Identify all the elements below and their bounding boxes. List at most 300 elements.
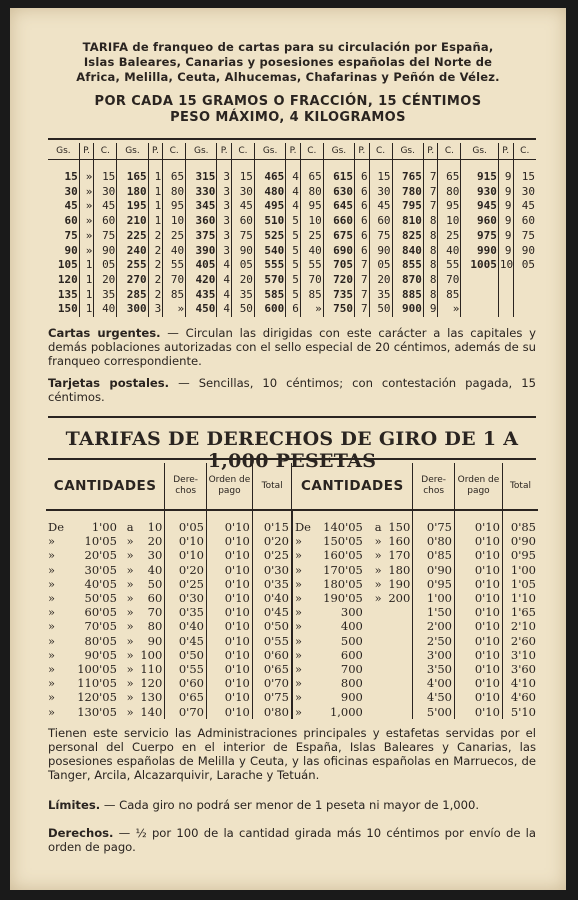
service-note: Tienen este servicio las Administraciones principales y estafetas servidas por el personal del Cuerpo en el interior de España, Islas Baleares y Canarias, las posesiones españolas de Melilla y Ceuta, y las oficinas españolas en Marruecos, de Tanger, Arcila, Alcazarquivir, Larache y Tetuán. <box>48 726 536 782</box>
to-label: » <box>126 633 134 648</box>
urgent-text: — Circulan las dirigidas con este carácter a las capitales y demás poblaciones autorizadas con el sello especial de 20 céntimos, además de su franqueo correspondiente. <box>48 326 536 368</box>
amount-from: 80'05 <box>84 633 117 648</box>
price-centimos: 05 <box>521 258 535 272</box>
weight-grams: 540 <box>254 244 285 259</box>
rights-note <box>48 826 536 854</box>
price-pesetas: 7 <box>355 273 370 288</box>
amount-to: 170 <box>384 548 413 562</box>
price-centimos: 40 <box>438 244 461 259</box>
price-pesetas: 7 <box>355 258 370 273</box>
price-pesetas: 3 <box>217 229 232 244</box>
amount-from: 70'05 <box>84 619 117 634</box>
price-centimos: 35 <box>94 288 117 303</box>
rights-value: 0'35 <box>165 605 207 619</box>
to-label: a <box>126 520 134 534</box>
price-centimos: 25 <box>163 229 186 244</box>
price-centimos: 75 <box>521 228 535 242</box>
header-text <box>10 40 566 85</box>
amount-to: 140 <box>136 705 165 719</box>
from-label: » <box>294 534 302 549</box>
max-weight-line: PESO MÁXIMO, 4 KILOGRAMOS <box>170 110 406 125</box>
price-pesetas: 9 <box>498 199 513 214</box>
weight-grams: 240 <box>117 244 148 259</box>
rights-value: 0'20 <box>165 563 207 577</box>
price-pesetas: 9 <box>498 160 513 185</box>
price-pesetas: 8 <box>423 288 438 303</box>
total-value: 0'75 <box>252 690 292 704</box>
to-label <box>365 662 384 676</box>
price-centimos: 20 <box>94 273 117 288</box>
price-pesetas: 8 <box>423 273 438 288</box>
weight-col-header: Gs. <box>117 143 148 160</box>
price-centimos: 30 <box>369 185 392 200</box>
weight-grams: 720 <box>323 273 354 288</box>
rights-value: 3'00 <box>413 648 455 662</box>
giro-row <box>46 619 538 633</box>
rights-value: 0'10 <box>165 548 207 562</box>
amount-to: 110 <box>136 662 165 676</box>
total-value: 1'10 <box>510 591 536 606</box>
price-centimos: 10 <box>300 214 323 229</box>
from-label: » <box>48 662 56 677</box>
weight-grams: 75 <box>48 229 79 244</box>
limits-label: Límites. <box>48 798 101 812</box>
weight-col-header: C. <box>513 143 536 160</box>
from-label: De <box>294 520 311 534</box>
order-value: 0'10 <box>206 510 252 534</box>
price-centimos: 70 <box>163 273 186 288</box>
amount-from: 300 <box>340 605 363 620</box>
weight-grams <box>461 273 499 288</box>
amount-from: 40'05 <box>84 576 117 591</box>
amount-from: 700 <box>340 662 363 677</box>
from-label: » <box>48 591 56 606</box>
weight-grams: 600 <box>254 302 285 317</box>
total-value: 0'65 <box>252 662 292 676</box>
weight-grams: 945 <box>461 199 499 214</box>
rights-value: 0'90 <box>413 563 455 577</box>
price-pesetas: 2 <box>148 258 163 273</box>
weight-row <box>48 302 536 317</box>
price-pesetas: 6 <box>355 229 370 244</box>
to-label: » <box>126 562 134 577</box>
weight-grams: 525 <box>254 229 285 244</box>
weight-grams: 960 <box>461 214 499 229</box>
price-pesetas: 4 <box>217 288 232 303</box>
from-label: » <box>294 662 302 677</box>
order-value: 0'10 <box>455 705 503 719</box>
rights-value: 0'25 <box>165 577 207 591</box>
price-centimos: 15 <box>94 160 117 185</box>
weight-grams: 120 <box>48 273 79 288</box>
order-value: 0'10 <box>206 548 252 562</box>
amount-from: 170'05 <box>323 562 363 577</box>
amount-to: 150 <box>384 510 413 534</box>
price-centimos: 10 <box>163 214 186 229</box>
from-label: » <box>294 562 302 577</box>
header-line-3: Africa, Melilla, Ceuta, Alhucemas, Chafarinas y Peñón de Vélez. <box>76 70 500 84</box>
from-label: » <box>48 576 56 591</box>
amount-to: 70 <box>136 605 165 619</box>
giro-row <box>46 548 538 562</box>
total-value: 2'60 <box>510 633 536 648</box>
rights-value: 0'60 <box>165 676 207 690</box>
weight-row <box>48 244 536 259</box>
header-line-1: TARIFA de franqueo de cartas para su circulación por España, <box>82 40 494 54</box>
price-centimos <box>513 288 536 303</box>
price-pesetas: 5 <box>286 273 301 288</box>
price-centimos <box>513 302 536 317</box>
to-label: » <box>126 576 134 591</box>
weight-col-header: P. <box>355 143 370 160</box>
divider <box>48 458 536 460</box>
price-pesetas: 7 <box>423 185 438 200</box>
price-centimos: 80 <box>163 185 186 200</box>
rights-label: Derechos. <box>48 826 114 840</box>
from-label: » <box>48 548 56 563</box>
price-centimos: 70 <box>300 273 323 288</box>
price-pesetas: 4 <box>217 302 232 317</box>
amount-to: 90 <box>136 634 165 648</box>
price-pesetas: 1 <box>79 288 94 303</box>
giro-row <box>46 510 538 534</box>
total-header: Total <box>252 463 292 510</box>
price-centimos: 90 <box>232 244 255 259</box>
price-centimos: 75 <box>94 229 117 244</box>
order-value: 0'10 <box>206 563 252 577</box>
price-centimos: 60 <box>232 214 255 229</box>
order-value: 0'10 <box>206 662 252 676</box>
total-value: 0'45 <box>252 605 292 619</box>
price-centimos: 95 <box>438 199 461 214</box>
from-label: » <box>294 591 302 606</box>
weight-grams: 885 <box>392 288 423 303</box>
to-label: » <box>126 690 134 705</box>
total-value: 5'10 <box>510 704 536 719</box>
from-label: » <box>294 605 302 620</box>
amount-to: 100 <box>136 648 165 662</box>
weight-grams: 915 <box>461 160 499 185</box>
weight-grams: 135 <box>48 288 79 303</box>
weight-grams: 105 <box>48 258 79 273</box>
total-value: 3'10 <box>510 647 536 662</box>
amount-to: 50 <box>136 577 165 591</box>
price-centimos: 80 <box>438 185 461 200</box>
price-pesetas: 3 <box>217 199 232 214</box>
weight-row <box>48 258 536 273</box>
price-centimos: » <box>438 302 461 317</box>
total-value: 0'55 <box>252 634 292 648</box>
to-label: » <box>374 562 382 577</box>
price-centimos: 30 <box>94 185 117 200</box>
price-pesetas: 4 <box>217 273 232 288</box>
to-label <box>365 705 384 719</box>
weight-col-header: C. <box>300 143 323 160</box>
weight-grams: 480 <box>254 185 285 200</box>
to-label: » <box>126 605 134 620</box>
postcards-note <box>48 376 536 404</box>
rights-value: 2'50 <box>413 634 455 648</box>
urgent-letters-note <box>48 326 536 368</box>
weight-grams: 855 <box>392 258 423 273</box>
amount-to: 120 <box>136 676 165 690</box>
to-label: » <box>126 647 134 662</box>
order-value: 0'10 <box>455 577 503 591</box>
amount-to: 200 <box>384 591 413 605</box>
price-pesetas: 3 <box>217 214 232 229</box>
weight-grams: 900 <box>392 302 423 317</box>
amount-from: 1,000 <box>329 704 363 719</box>
rights-value: 0'10 <box>165 534 207 548</box>
rights-value: 0'50 <box>165 648 207 662</box>
amount-to: 20 <box>136 534 165 548</box>
price-centimos: 65 <box>163 160 186 185</box>
price-pesetas: 8 <box>423 258 438 273</box>
weight-row <box>48 288 536 303</box>
weight-grams: 375 <box>186 229 217 244</box>
urgent-label: Cartas urgentes. <box>48 326 161 340</box>
price-pesetas: 3 <box>217 160 232 185</box>
price-centimos: 05 <box>369 258 392 273</box>
price-pesetas: 2 <box>148 273 163 288</box>
total-value: 0'80 <box>252 705 292 719</box>
order-value: 0'10 <box>206 648 252 662</box>
amount-to <box>384 648 413 662</box>
from-label: » <box>294 633 302 648</box>
total-value: 0'40 <box>252 591 292 605</box>
order-value: 0'10 <box>455 510 503 534</box>
rights-header: Dere- chos <box>413 463 455 510</box>
price-centimos: 40 <box>94 302 117 317</box>
rights-value: 0'65 <box>165 690 207 704</box>
price-centimos: 70 <box>438 273 461 288</box>
amount-from: 100'05 <box>77 662 117 677</box>
rights-value: 4'50 <box>413 690 455 704</box>
amount-from: 20'05 <box>84 548 117 563</box>
weight-grams: 570 <box>254 273 285 288</box>
weight-col-header: Gs. <box>186 143 217 160</box>
order-value: 0'10 <box>455 619 503 633</box>
price-pesetas <box>498 273 513 288</box>
from-label: » <box>48 647 56 662</box>
amount-to <box>384 662 413 676</box>
from-label: » <box>294 647 302 662</box>
total-value: 1'00 <box>510 562 536 577</box>
weight-row <box>48 229 536 244</box>
to-label: a <box>374 520 382 534</box>
from-label: De <box>48 520 65 534</box>
weight-grams: 255 <box>117 258 148 273</box>
weight-grams: 345 <box>186 199 217 214</box>
amount-to: 160 <box>384 534 413 548</box>
rights-value: 1'00 <box>413 591 455 605</box>
giro-row <box>46 591 538 605</box>
weight-col-header: C. <box>94 143 117 160</box>
price-pesetas: 7 <box>355 288 370 303</box>
to-label <box>365 605 384 619</box>
weight-col-header: Gs. <box>392 143 423 160</box>
price-centimos: 65 <box>300 160 323 185</box>
weight-col-header: Gs. <box>254 143 285 160</box>
price-centimos <box>513 273 536 288</box>
amount-from: 120'05 <box>77 690 117 705</box>
from-label: » <box>48 676 56 691</box>
price-centimos: 30 <box>232 185 255 200</box>
order-value: 0'10 <box>455 676 503 690</box>
price-pesetas: 2 <box>148 288 163 303</box>
price-pesetas: » <box>79 229 94 244</box>
price-pesetas: » <box>79 185 94 200</box>
rate-line: POR CADA 15 GRAMOS O FRACCIÓN, 15 CÉNTIMOS <box>94 94 482 109</box>
rights-header: Dere- chos <box>165 463 207 510</box>
price-pesetas: 1 <box>79 302 94 317</box>
divider <box>48 138 536 140</box>
giro-row <box>46 648 538 662</box>
price-centimos: 40 <box>300 244 323 259</box>
weight-col-header: C. <box>438 143 461 160</box>
price-centimos: 25 <box>438 229 461 244</box>
price-pesetas: 9 <box>498 185 513 200</box>
amount-from: 50'05 <box>84 591 117 606</box>
price-pesetas: 8 <box>423 214 438 229</box>
to-label: » <box>126 534 134 549</box>
amount-from: 190'05 <box>323 591 363 606</box>
price-pesetas: 8 <box>423 244 438 259</box>
amount-from: 110'05 <box>77 676 117 691</box>
weight-col-header: P. <box>79 143 94 160</box>
price-pesetas: » <box>79 199 94 214</box>
order-value: 0'10 <box>206 577 252 591</box>
weight-grams: 90 <box>48 244 79 259</box>
weight-col-header: C. <box>232 143 255 160</box>
weight-row <box>48 199 536 214</box>
weight-grams: 975 <box>461 229 499 244</box>
from-label: » <box>48 633 56 648</box>
price-pesetas: 6 <box>355 160 370 185</box>
weight-grams: 315 <box>186 160 217 185</box>
price-pesetas: 5 <box>286 229 301 244</box>
weight-grams: 555 <box>254 258 285 273</box>
weight-grams: 810 <box>392 214 423 229</box>
amount-from: 60'05 <box>84 605 117 620</box>
to-label <box>365 690 384 704</box>
weight-grams: 180 <box>117 185 148 200</box>
weight-col-header: C. <box>369 143 392 160</box>
giro-row <box>46 605 538 619</box>
weight-col-header: P. <box>498 143 513 160</box>
order-value: 0'10 <box>206 690 252 704</box>
to-label: » <box>126 591 134 606</box>
price-centimos: 20 <box>232 273 255 288</box>
weight-row <box>48 273 536 288</box>
amount-from: 500 <box>340 633 363 648</box>
total-value: 2'10 <box>510 619 536 634</box>
price-pesetas: 10 <box>499 258 514 272</box>
weight-grams: 390 <box>186 244 217 259</box>
price-centimos: 55 <box>163 258 186 273</box>
price-centimos: 15 <box>369 160 392 185</box>
to-label: » <box>126 676 134 691</box>
price-pesetas: 5 <box>286 258 301 273</box>
rights-value: 3'50 <box>413 662 455 676</box>
weight-grams: 210 <box>117 214 148 229</box>
price-centimos: 75 <box>369 229 392 244</box>
rights-value: 0'30 <box>165 591 207 605</box>
order-value: 0'10 <box>206 605 252 619</box>
payment-order-header: Orden de pago <box>206 463 252 510</box>
weight-grams <box>461 288 499 303</box>
amount-to: 180 <box>384 563 413 577</box>
weight-row <box>48 185 536 200</box>
order-value: 0'10 <box>455 662 503 676</box>
from-label: » <box>294 690 302 705</box>
price-centimos: 55 <box>300 258 323 273</box>
total-value: 0'60 <box>252 648 292 662</box>
to-label: » <box>374 576 382 591</box>
price-centimos: 95 <box>163 199 186 214</box>
rights-value: 5'00 <box>413 705 455 719</box>
amount-to: 60 <box>136 591 165 605</box>
order-value: 0'10 <box>206 619 252 633</box>
amount-to: 80 <box>136 619 165 633</box>
weight-col-header: Gs. <box>323 143 354 160</box>
amount-from: 150'05 <box>323 534 363 549</box>
to-label: » <box>126 619 134 634</box>
weight-col-header: P. <box>217 143 232 160</box>
from-label: » <box>48 704 56 719</box>
weight-grams: 645 <box>323 199 354 214</box>
rights-value: 0'95 <box>413 577 455 591</box>
weight-grams: 225 <box>117 229 148 244</box>
total-value: 3'60 <box>510 662 536 677</box>
price-centimos: 05 <box>94 258 117 273</box>
tariff-card <box>10 8 566 890</box>
price-centimos: 90 <box>94 244 117 259</box>
price-centimos: 15 <box>521 170 535 183</box>
total-value: 0'90 <box>510 534 536 549</box>
price-centimos: 45 <box>369 199 392 214</box>
price-centimos: 85 <box>300 288 323 303</box>
header-line-2: Islas Baleares, Canarias y posesiones españolas del Norte de <box>83 55 493 69</box>
price-pesetas: 5 <box>286 214 301 229</box>
price-pesetas: 1 <box>148 214 163 229</box>
giro-row <box>46 705 538 719</box>
price-pesetas: 3 <box>217 244 232 259</box>
weight-grams: 615 <box>323 160 354 185</box>
amount-to <box>384 634 413 648</box>
from-label: » <box>294 704 302 719</box>
weight-grams: 405 <box>186 258 217 273</box>
price-centimos: 60 <box>521 214 535 228</box>
limits-text: — Cada giro no podrá ser menor de 1 peseta ni mayor de 1,000. <box>100 798 480 812</box>
giro-row <box>46 690 538 704</box>
weight-grams: 1005 <box>461 258 499 273</box>
divider <box>48 416 536 418</box>
rights-value: 0'70 <box>165 705 207 719</box>
price-pesetas: 2 <box>148 229 163 244</box>
price-pesetas: 4 <box>286 160 301 185</box>
order-value: 0'10 <box>206 634 252 648</box>
price-pesetas: 8 <box>423 229 438 244</box>
weight-grams: 735 <box>323 288 354 303</box>
rights-value: 0'85 <box>413 548 455 562</box>
amount-from: 90'05 <box>84 647 117 662</box>
from-label: » <box>294 619 302 634</box>
amount-to <box>384 705 413 719</box>
price-centimos: 85 <box>163 288 186 303</box>
weight-grams: 660 <box>323 214 354 229</box>
amount-to: 130 <box>136 690 165 704</box>
